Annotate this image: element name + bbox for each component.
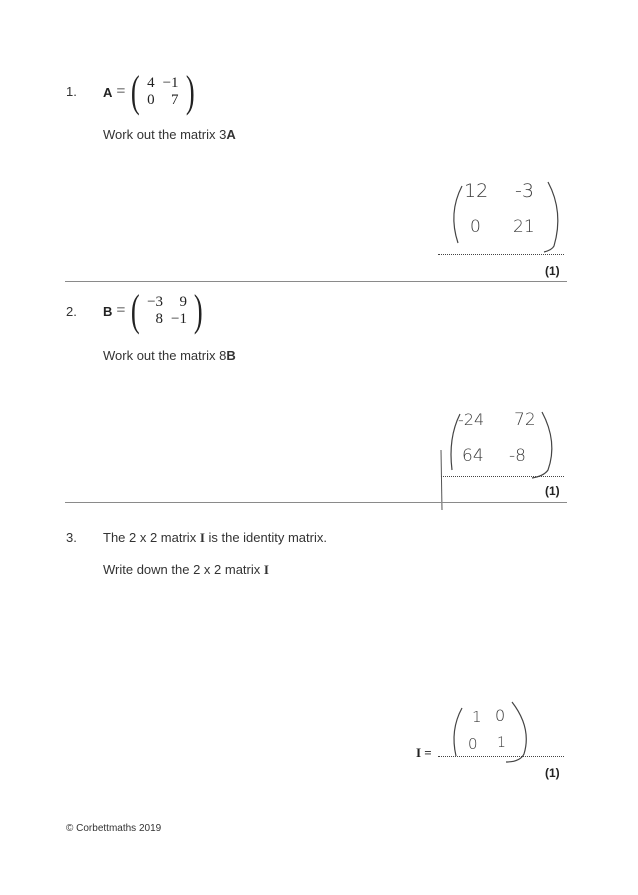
divider-2 (65, 502, 567, 503)
answer-2-cell: -24 (458, 410, 485, 429)
matrix-b-definition (103, 286, 206, 335)
handwritten-brackets-1 (440, 178, 570, 253)
answer-line-2 (441, 476, 564, 477)
line-text: Write down the 2 x 2 matrix (103, 562, 264, 577)
question-3-line-1 (103, 530, 327, 546)
answer-1-cell: 12 (464, 180, 489, 202)
answer-3-cell: 1 (497, 735, 506, 751)
answer-3-cell: 1 (472, 708, 482, 726)
answer-line-3 (438, 756, 564, 757)
question-1-number: 1. (66, 84, 77, 99)
copyright-footer: © Corbettmaths 2019 (66, 823, 162, 834)
matrix-cell: −1 (162, 75, 179, 91)
marks-2: (1) (545, 484, 560, 498)
instruction-bold: A (226, 127, 236, 142)
divider-1 (65, 281, 567, 282)
matrix-cell: 7 (171, 92, 179, 108)
matrix-cell: 8 (155, 311, 164, 327)
question-3-line-2 (103, 562, 269, 578)
marks-1: (1) (545, 264, 560, 278)
equals-sign: = (116, 302, 126, 319)
marks-3: (1) (545, 766, 560, 780)
question-1-instruction (103, 127, 236, 142)
answer-2-cell: 72 (514, 410, 536, 430)
question-2-number: 2. (66, 304, 77, 319)
left-paren: ( (131, 286, 141, 335)
instruction-text: Work out the matrix 3 (103, 127, 227, 142)
matrix-cell: 0 (147, 92, 155, 108)
answer-3-cell: 0 (468, 735, 478, 753)
answer-1-cell: 0 (470, 217, 481, 237)
instruction-bold: B (226, 348, 236, 363)
right-paren: ) (185, 67, 195, 116)
answer-line-1 (438, 254, 564, 255)
line-text: is the identity matrix. (204, 530, 327, 545)
matrix-a-label: A (103, 84, 113, 100)
instruction-text: Work out the matrix 8 (103, 348, 227, 363)
question-2-instruction (103, 348, 236, 363)
matrix-b-label: B (103, 303, 113, 319)
line-text: The 2 x 2 matrix (103, 530, 200, 545)
matrix-a (143, 75, 182, 109)
matrix-b (143, 294, 191, 328)
answer-1-cell: 21 (513, 217, 535, 237)
matrix-cell: −1 (171, 311, 188, 327)
matrix-cell: 9 (179, 294, 188, 310)
question-3-number: 3. (66, 530, 77, 545)
answer-1-cell: -3 (515, 180, 534, 202)
answer-2-cell: 64 (462, 446, 484, 466)
equals-sign: = (116, 83, 126, 100)
answer-2-cell: -8 (509, 446, 526, 466)
matrix-a-definition (103, 67, 197, 116)
left-paren: ( (131, 67, 141, 116)
identity-symbol: I (199, 530, 205, 545)
answer-3-label: I = (416, 745, 432, 760)
identity-symbol: I (263, 562, 269, 577)
right-paren: ) (193, 286, 203, 335)
answer-3-cell: 0 (495, 706, 506, 725)
matrix-cell: 4 (147, 75, 155, 91)
matrix-cell: −3 (147, 294, 164, 310)
